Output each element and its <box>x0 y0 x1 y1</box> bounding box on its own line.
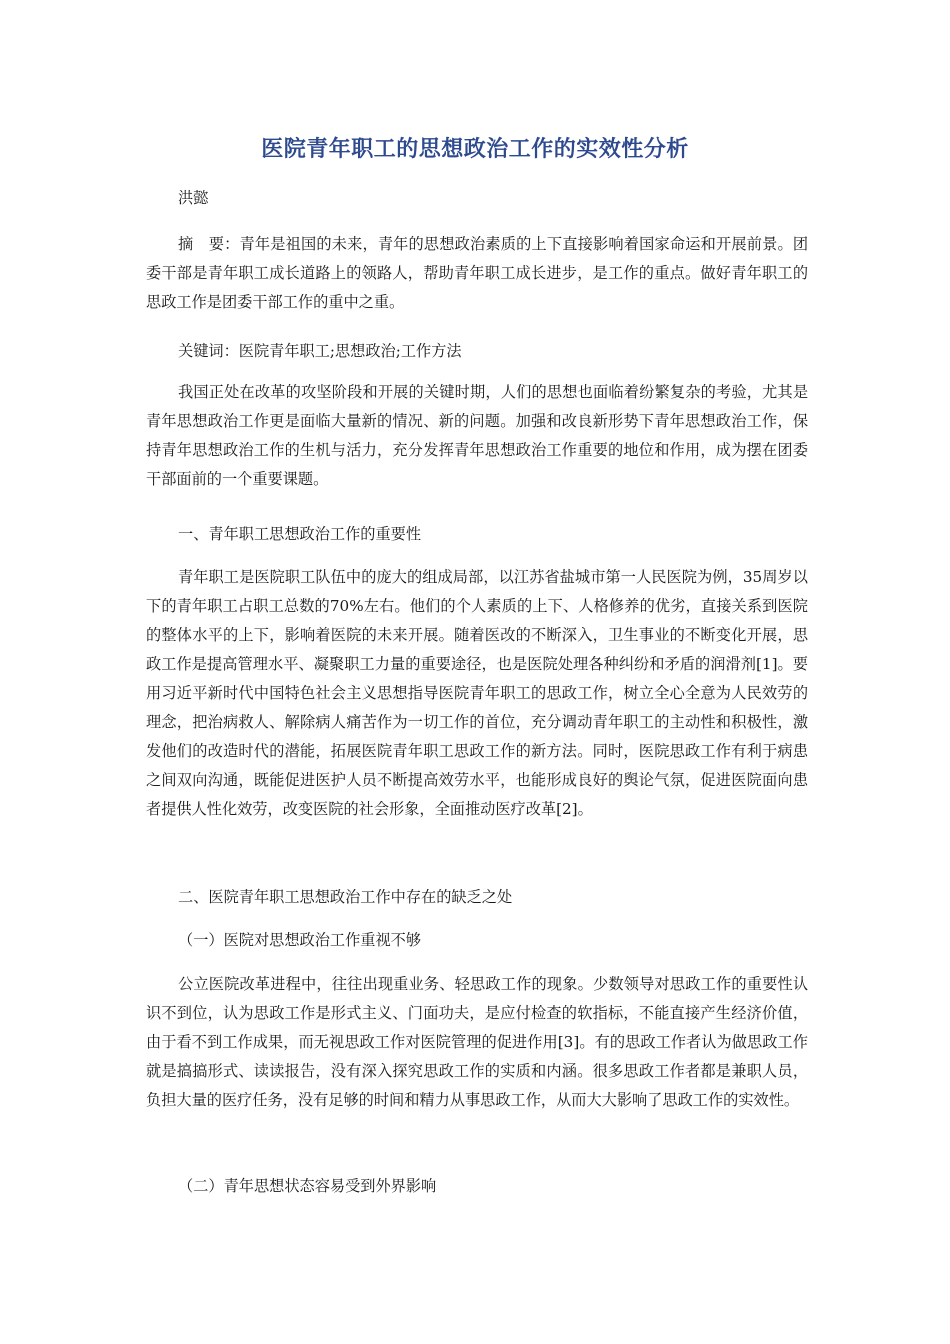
abstract-paragraph: 摘 要：青年是祖国的未来，青年的思想政治素质的上下直接影响着国家命运和开展前景。团委干部是青年职工成长道路上的领路人，帮助青年职工成长进步，是工作的重点。做好青年职工的思政工作是团委干部工作的重中之重。 <box>146 235 808 311</box>
author-name: 洪懿 <box>178 189 209 207</box>
section-2b-heading: （二）青年思想状态容易受到外界影响 <box>178 1177 437 1195</box>
section-1-heading: 一、青年职工思想政治工作的重要性 <box>178 525 421 543</box>
document-title: 医院青年职工的思想政治工作的实效性分析 <box>261 137 689 162</box>
section-2-heading: 二、医院青年职工思想政治工作中存在的缺乏之处 <box>178 888 513 906</box>
intro-paragraph: 我国正处在改革的攻坚阶段和开展的关键时期，人们的思想也面临着纷繁复杂的考验，尤其是青年思想政治工作更是面临大量新的情况、新的问题。加强和改良新形势下青年思想政治工作，保持青年思想政治工作的生机与活力，充分发挥青年思想政治工作重要的地位和作用，成为摆在团委干部面前的一个重要课题。 <box>146 383 808 488</box>
keywords-line: 关键词：医院青年职工;思想政治;工作方法 <box>178 342 462 360</box>
section-2a-heading: （一）医院对思想政治工作重视不够 <box>178 931 421 949</box>
section-2a-paragraph: 公立医院改革进程中，往往出现重业务、轻思政工作的现象。少数领导对思政工作的重要性认识不到位，认为思政工作是形式主义、门面功夫，是应付检查的软指标，不能直接产生经济价值，由于看不到工作成果，而无视思政工作对医院管理的促进作用[3]。有的思政工作者认为做思政工作就是搞搞形式、读读报告，没有深入探究思政工作的实质和内涵。很多思政工作者都是兼职人员，负担大量的医疗任务，没有足够的时间和精力从事思政工作，从而大大影响了思政工作的实效性。 <box>146 975 808 1109</box>
section-1-paragraph: 青年职工是医院职工队伍中的庞大的组成局部，以江苏省盐城市第一人民医院为例，35周岁以下的青年职工占职工总数的70%左右。他们的个人素质的上下、人格修养的优劣，直接关系到医院的整体水平的上下，影响着医院的未来开展。随着医改的不断深入，卫生事业的不断变化开展，思政工作是提高管理水平、凝聚职工力量的重要途径，也是医院处理各种纠纷和矛盾的润滑剂[1]。要用习近平新时代中国特色社会主义思想指导医院青年职工的思政工作，树立全心全意为人民效劳的理念，把治病救人、解除病人痛苦作为一切工作的首位，充分调动青年职工的主动性和积极性，激发他们的改造时代的潜能，拓展医院青年职工思政工作的新方法。同时，医院思政工作有利于病患之间双向沟通，既能促进医护人员不断提高效劳水平，也能形成良好的舆论气氛，促进医院面向患者提供人性化效劳，改变医院的社会形象，全面推动医疗改革[2]。 <box>146 568 808 818</box>
